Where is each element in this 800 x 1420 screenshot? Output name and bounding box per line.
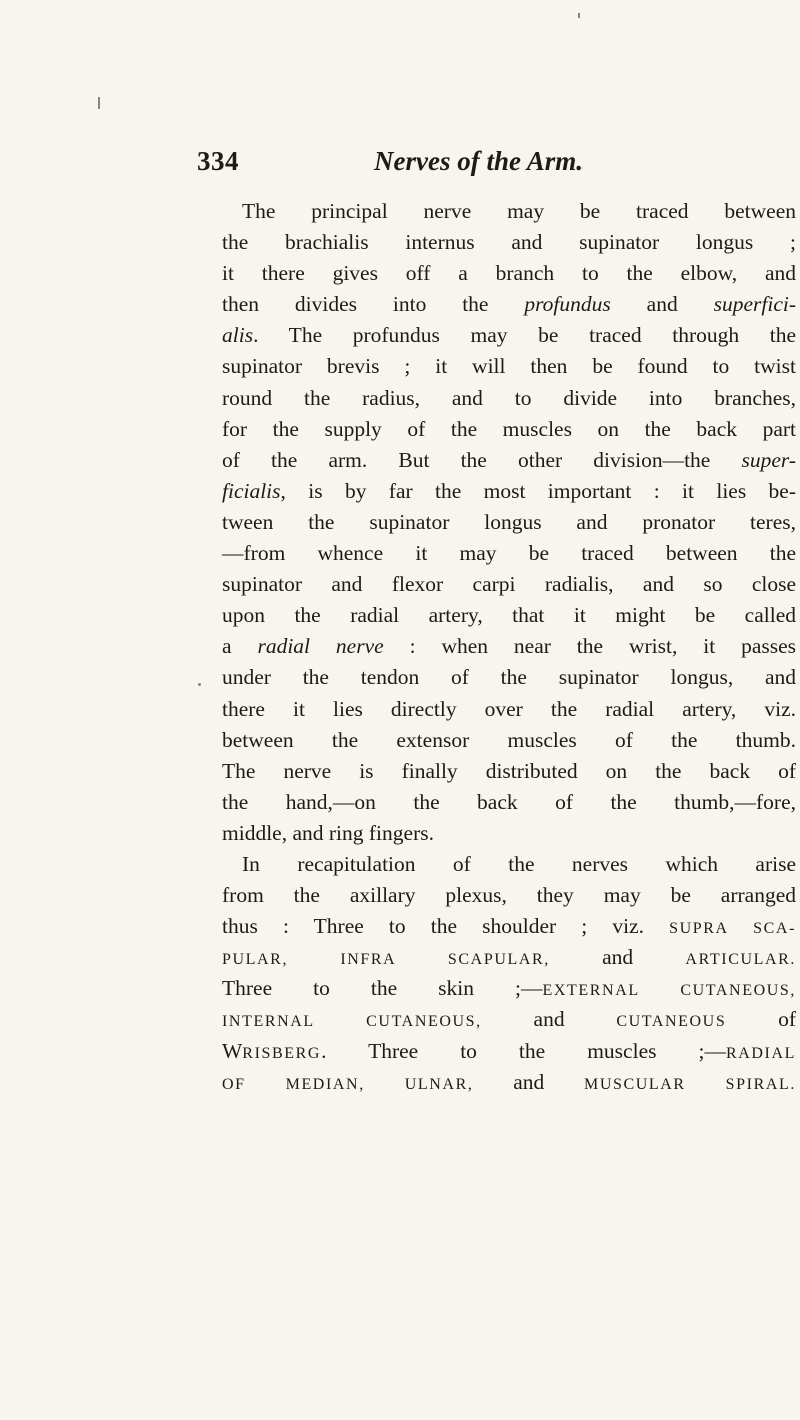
text-line: it there gives off a branch to the elbow, and [222, 261, 796, 286]
text-line: between the extensor muscles of the thumb. [222, 727, 796, 752]
page-header [197, 146, 657, 186]
small-caps-term: CUTANEOUS [616, 1013, 727, 1031]
italic-term: super- [741, 447, 796, 472]
text-line: upon the radial artery, that it might be called [222, 603, 796, 628]
small-caps-term: PULAR, [222, 951, 289, 969]
text-line: alis. The profundus may be traced through the [222, 323, 796, 348]
text-line: from the axillary plexus, they may be arranged [222, 883, 796, 908]
top-speck [578, 13, 580, 18]
text-line: of the arm. But the other division—the super- [222, 447, 796, 472]
text-line: OF MEDIAN, ULNAR, and MUSCULAR SPIRAL. [222, 1069, 796, 1094]
text-line: the brachialis internus and supinator longus ; [222, 230, 796, 255]
small-caps-term: RISBERG [242, 1044, 322, 1062]
text-line: Three to the skin ;—EXTERNAL CUTANEOUS, [222, 976, 796, 1001]
page-number: 334 [197, 146, 239, 176]
text-line: there it lies directly over the radial artery, viz. [222, 696, 796, 721]
small-caps-term: OF MEDIAN, ULNAR, [222, 1075, 474, 1093]
text-line: —from whence it may be traced between the [222, 541, 796, 566]
text-line: under the tendon of the supinator longus, and [222, 665, 796, 690]
italic-term: superfici- [713, 292, 796, 317]
text-line: a radial nerve : when near the wrist, it passes [222, 634, 797, 659]
text-line: tween the supinator longus and pronator teres, [222, 509, 796, 534]
italic-term: ficialis [222, 478, 281, 503]
margin-dot [198, 683, 201, 686]
italic-term: alis [222, 323, 254, 348]
text-line: The principal nerve may be traced between [242, 199, 796, 223]
text-line: ficialis, is by far the most important : it lies be- [222, 478, 796, 503]
small-caps-term: ARTICULAR. [685, 951, 797, 969]
small-caps-term: RADIAL [725, 1044, 796, 1062]
text-line: supinator and flexor carpi radialis, and so close [222, 572, 796, 597]
text-line: middle, and ring fingers. [222, 820, 434, 845]
text-line: In recapitulation of the nerves which arise [242, 851, 796, 876]
small-caps-term: INTERNAL CUTANEOUS, [222, 1013, 482, 1031]
italic-term: profundus [524, 292, 611, 317]
text-line: PULAR, INFRA SCAPULAR, and ARTICULAR. [222, 945, 797, 970]
italic-term: radial nerve [257, 634, 384, 659]
small-caps-term: INFRA SCAPULAR, [340, 951, 550, 969]
running-head: Nerves of the Arm. [374, 146, 583, 176]
margin-mark [98, 97, 100, 109]
text-line: for the supply of the muscles on the back part [222, 416, 796, 441]
text-line: then divides into the profundus and superfici- [222, 292, 796, 317]
text-line: The nerve is finally distributed on the back of [222, 758, 796, 783]
text-line: supinator brevis ; it will then be found to twist [222, 354, 796, 379]
text-line: the hand,—on the back of the thumb,—fore, [222, 789, 796, 814]
body-text [222, 196, 796, 1098]
text-line: INTERNAL CUTANEOUS, and CUTANEOUS of [222, 1007, 796, 1032]
small-caps-term: SUPRA SCA- [669, 920, 796, 938]
text-line: WRISBERG. Three to the muscles ;—RADIAL [222, 1038, 796, 1063]
small-caps-term: EXTERNAL CUTANEOUS, [542, 982, 796, 1000]
text-line: round the radius, and to divide into branches, [222, 385, 796, 410]
small-caps-term: MUSCULAR SPIRAL. [584, 1075, 796, 1093]
text-line: thus : Three to the shoulder ; viz. SUPRA SCA- [222, 914, 796, 939]
